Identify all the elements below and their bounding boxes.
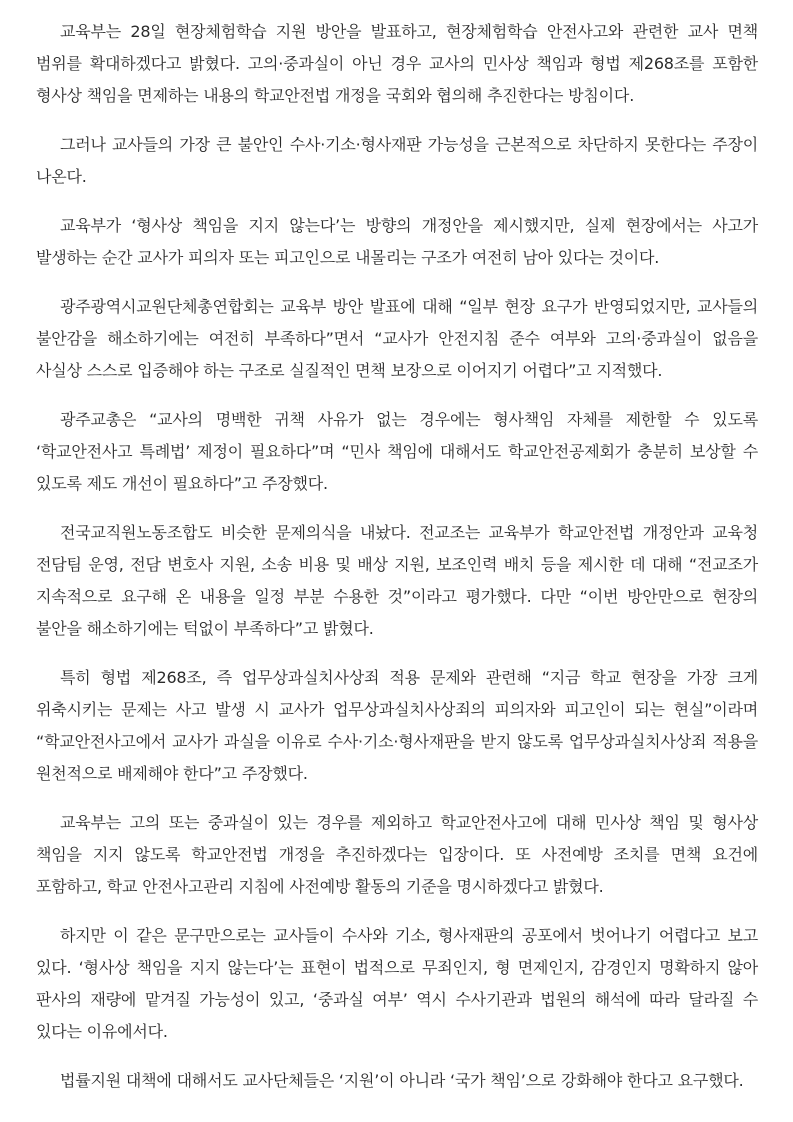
paragraph-10: 법률지원 대책에 대해서도 교사단체들은 ‘지원’이 아니라 ‘국가 책임’으로 강화해야 한다고 요구했다.: [60, 1071, 744, 1090]
paragraph-3: 교육부가 ‘형사상 책임을 지지 않는다’는 방향의 개정안을 제시했지만, 실제 현장에서는 사고가 발생하는 순간 교사가 피의자 또는 피고인으로 내몰리는 구조가 여전히 남아 있다는 것이다.: [36, 216, 758, 267]
article-body: [36, 16, 758, 1114]
paragraph-7: 특히 형법 제268조, 즉 업무상과실치사상죄 적용 문제와 관련해 “지금 학교 현장을 가장 크게 위축시키는 문제는 사고 발생 시 교사가 업무상과실치사상죄의 피의자와 피고인이 되는 현실”이라며 “학교안전사고에서 교사가 과실을 이유로 수사·기소·형사재판을 받지 않도록 업무상과실치사상죄 적용을 원천적으로 배제해야 한다”고 주장했다.: [36, 668, 758, 783]
paragraph-2: 그러나 교사들의 가장 큰 불안인 수사·기소·형사재판 가능성을 근본적으로 차단하지 못한다는 주장이 나온다.: [36, 135, 758, 186]
paragraph-4: 광주광역시교원단체총연합회는 교육부 방안 발표에 대해 “일부 현장 요구가 반영되었지만, 교사들의 불안감을 해소하기에는 여전히 부족하다”면서 “교사가 안전지침 준수 여부와 고의·중과실이 없음을 사실상 스스로 입증해야 하는 구조로 실질적인 면책 보장으로 이어지기 어렵다”고 지적했다.: [36, 297, 758, 380]
paragraph-6: 전국교직원노동조합도 비슷한 문제의식을 내놨다. 전교조는 교육부가 학교안전법 개정안과 교육청 전담팀 운영, 전담 변호사 지원, 소송 비용 및 배상 지원, 보조인력 배치 등을 제시한 데 대해 “전교조가 지속적으로 요구해 온 내용을 일정 부분 수용한 것”이라고 평가했다. 다만 “이번 방안만으로 현장의 불안을 해소하기에는 턱없이 부족하다”고 밝혔다.: [36, 523, 758, 638]
paragraph-1: 교육부는 28일 현장체험학습 지원 방안을 발표하고, 현장체험학습 안전사고와 관련한 교사 면책 범위를 확대하겠다고 밝혔다. 고의·중과실이 아닌 경우 교사의 민사상 책임과 형법 제268조를 포함한 형사상 책임을 면제하는 내용의 학교안전법 개정을 국회와 협의해 추진한다는 방침이다.: [36, 22, 758, 105]
paragraph-8: 교육부는 고의 또는 중과실이 있는 경우를 제외하고 학교안전사고에 대해 민사상 책임 및 형사상 책임을 지지 않도록 학교안전법 개정을 추진하겠다는 입장이다. 또 사전예방 조치를 면책 요건에 포함하고, 학교 안전사고관리 지침에 사전예방 활동의 기준을 명시하겠다고 밝혔다.: [36, 813, 758, 896]
paragraph-9: 하지만 이 같은 문구만으로는 교사들이 수사와 기소, 형사재판의 공포에서 벗어나기 어렵다고 보고 있다. ‘형사상 책임을 지지 않는다’는 표현이 법적으로 무죄인지, 형 면제인지, 감경인지 명확하지 않아 판사의 재량에 맡겨질 가능성이 있고, ‘중과실 여부’ 역시 수사기관과 법원의 해석에 따라 달라질 수 있다는 이유에서다.: [36, 926, 758, 1041]
paragraph-5: 광주교총은 “교사의 명백한 귀책 사유가 없는 경우에는 형사책임 자체를 제한할 수 있도록 ‘학교안전사고 특례법’ 제정이 필요하다”며 “민사 책임에 대해서도 학교안전공제회가 충분히 보상할 수 있도록 제도 개선이 필요하다”고 주장했다.: [36, 410, 758, 493]
